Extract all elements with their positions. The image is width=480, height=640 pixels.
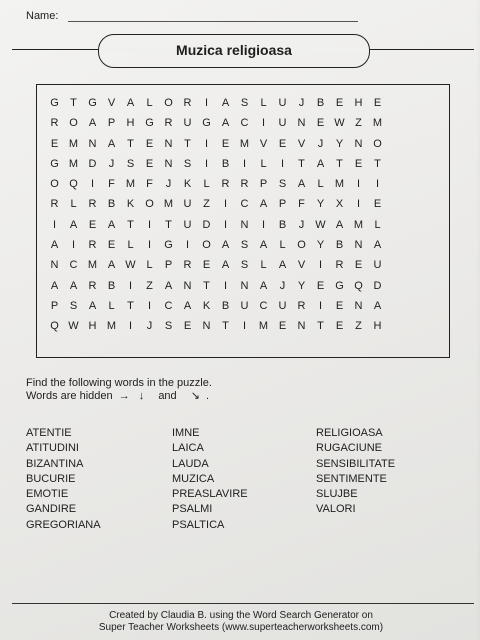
grid-letter: N [183,279,192,292]
grid-letter: L [279,239,286,252]
grid-letter: U [183,198,192,211]
grid-letter: A [316,157,325,170]
grid-letter: I [147,299,152,312]
grid-letter: R [88,279,97,292]
grid-letter: L [317,178,324,191]
grid-letter: Z [355,117,362,130]
grid-letter: A [88,299,97,312]
grid-row [45,316,387,336]
grid-letter: A [164,279,173,292]
grid-letter: A [221,117,230,130]
grid-letter: Y [316,239,325,252]
grid-letter: N [50,259,59,272]
instructions [26,377,212,403]
grid-letter: I [356,198,361,211]
grid-letter: O [297,239,306,252]
grid-letter: L [146,259,153,272]
grid-letter: H [354,97,363,109]
grid-letter: A [335,218,344,231]
grid-letter: J [298,218,305,231]
grid-letter: A [50,239,59,252]
grid-letter: E [373,198,382,211]
grid-letter: A [88,117,97,130]
grid-letter: S [240,239,249,252]
grid-letter: C [259,299,268,312]
grid-letter: B [316,97,325,109]
grid-letter: T [127,137,134,150]
grid-letter: I [318,299,323,312]
grid-letter: O [202,239,211,252]
arrow-down-icon: ↓ [138,390,145,402]
grid-letter: N [240,218,249,231]
footer-line-2: Super Teacher Worksheets (www.superteacherworksheets.com) [98,622,384,633]
grid-letter: R [221,178,230,191]
grid-letter: R [335,259,344,272]
grid-letter: I [128,279,133,292]
grid-letter: E [316,117,325,130]
grid-letter: G [50,157,59,170]
grid-letter: T [374,157,381,170]
grid-letter: R [50,198,59,211]
grid-letter: I [261,117,266,130]
grid-letter: I [223,198,228,211]
grid-letter: E [335,320,344,333]
grid-letter: U [240,299,249,312]
grid-letter: N [164,137,173,150]
grid-letter: Y [316,198,325,211]
grid-letter: C [240,198,249,211]
footer-line-1: Created by Claudia B. using the Word Search Generator on [109,610,373,621]
grid-letter: T [298,157,305,170]
grid-letter: I [185,239,190,252]
name-label: Name: [26,10,59,22]
word-list-item: GANDIRE [26,503,77,516]
grid-letter: O [164,97,173,109]
grid-letter: A [69,279,78,292]
grid-letter: D [373,279,382,292]
grid-letter: N [354,299,363,312]
word-list-item: PSALTICA [172,518,225,531]
grid-letter: N [240,279,249,292]
grid-letter: P [259,178,268,191]
grid-letter: E [145,137,154,150]
grid-letter: T [203,279,210,292]
grid-letter: E [107,239,116,252]
grid-letter: E [354,157,363,170]
grid-letter: E [335,97,344,109]
grid-letter: T [165,218,172,231]
grid-letter: N [354,239,363,252]
grid-letter: A [126,97,135,109]
grid-letter: J [108,157,115,170]
footer [0,610,480,634]
grid-letter: M [68,157,79,170]
grid-letter: I [318,259,323,272]
footer-divider [12,603,474,604]
word-list-item: PREASLAVIRE [172,488,248,501]
grid-letter: M [239,137,250,150]
grid-letter: F [298,198,305,211]
grid-letter: J [165,178,172,191]
grid-letter: Q [354,279,363,292]
grid-letter: G [164,239,173,252]
grid-letter: I [242,320,247,333]
grid-letter: B [335,239,344,252]
grid-letter: I [71,239,76,252]
grid-letter: A [221,239,230,252]
grid-letter: T [184,137,191,150]
grid-letter: V [297,137,306,150]
word-list-item: RELIGIOASA [316,427,383,439]
name-field [26,10,356,26]
grid-letter: E [88,218,97,231]
grid-row [45,93,387,113]
grid-letter: N [297,320,306,333]
grid-letter: W [315,218,326,231]
grid-letter: M [334,178,345,191]
instructions-line-1: Find the following words in the puzzle. [26,377,212,389]
title-banner [98,34,370,68]
grid-letter: S [126,157,135,170]
grid-letter: B [107,279,116,292]
word-search-grid [45,93,387,337]
grid-letter: G [145,117,154,130]
word-list-item: SENSIBILITATE [316,457,396,470]
grid-letter: X [335,198,344,211]
grid-letter: O [69,117,78,130]
grid-letter: M [106,320,117,333]
grid-letter: G [88,97,97,109]
grid-letter: L [70,198,77,211]
grid-letter: A [278,259,287,272]
grid-letter: S [69,299,78,312]
grid-letter: A [373,299,382,312]
word-list-column-2 [172,426,248,533]
instructions-line-2 [26,390,212,403]
grid-letter: E [202,259,211,272]
grid-letter: L [146,97,153,109]
grid-letter: T [317,320,324,333]
grid-letter: U [278,117,287,130]
grid-letter: A [183,299,192,312]
grid-letter: H [373,320,382,333]
grid-letter: I [52,218,57,231]
grid-letter: N [354,137,363,150]
grid-letter: M [353,218,364,231]
grid-letter: A [50,279,59,292]
grid-row [45,174,387,194]
grid-letter: A [297,178,306,191]
grid-letter: T [336,157,343,170]
grid-letter: Q [69,178,78,191]
grid-letter: E [316,279,325,292]
grid-row [45,113,387,133]
grid-letter: N [164,157,173,170]
grid-letter: J [279,279,286,292]
grid-letter: L [260,157,267,170]
grid-letter: G [335,279,344,292]
page-title: Muzica religioasa [176,42,292,58]
grid-letter: M [258,320,269,333]
grid-letter: P [50,299,59,312]
grid-letter: S [164,320,173,333]
grid-letter: N [88,137,97,150]
grid-letter: J [317,137,324,150]
grid-letter: J [146,320,153,333]
grid-letter: I [242,157,247,170]
grid-row [45,255,387,275]
grid-letter: I [90,178,95,191]
grid-letter: Z [203,198,210,211]
grid-letter: I [356,178,361,191]
grid-letter: E [50,137,59,150]
arrow-right-icon: → [118,390,130,402]
grid-letter: A [259,239,268,252]
arrow-diagonal-icon: ↘ [190,390,200,402]
grid-letter: W [68,320,79,333]
grid-letter: R [164,117,173,130]
grid-letter: E [183,320,192,333]
grid-letter: V [107,97,116,109]
grid-letter: N [202,320,211,333]
grid-letter: V [259,137,268,150]
grid-letter: Z [146,279,153,292]
grid-row [45,215,387,235]
grid-letter: P [107,117,116,130]
grid-letter: H [88,320,97,333]
grid-letter: K [183,178,192,191]
grid-letter: A [259,279,268,292]
grid-letter: M [125,178,136,191]
grid-letter: R [240,178,249,191]
grid-row [45,235,387,255]
page-shadow [476,0,480,640]
word-list-item: LAUDA [172,457,209,470]
grid-letter: R [183,259,192,272]
grid-letter: M [68,137,79,150]
word-search-grid-box [36,84,450,358]
grid-letter: S [183,157,192,170]
grid-letter: T [222,320,229,333]
word-list-item: GREGORIANA [26,518,101,531]
grid-letter: U [183,218,192,231]
grid-letter: E [335,299,344,312]
grid-letter: P [278,198,287,211]
grid-letter: F [108,178,115,191]
grid-letter: E [354,259,363,272]
grid-letter: G [202,117,211,130]
grid-letter: U [278,299,287,312]
grid-letter: A [373,239,382,252]
grid-letter: T [127,299,134,312]
grid-letter: U [278,97,287,109]
grid-letter: K [126,198,135,211]
grid-letter: I [147,218,152,231]
grid-letter: F [146,178,153,191]
grid-letter: R [88,239,97,252]
grid-letter: I [280,157,285,170]
grid-letter: I [147,239,152,252]
grid-letter: J [298,97,305,109]
grid-letter: U [373,259,382,272]
grid-letter: T [70,97,77,109]
grid-letter: B [221,299,230,312]
grid-letter: R [183,97,192,109]
grid-letter: A [221,259,230,272]
grid-row [45,276,387,296]
grid-letter: O [145,198,154,211]
grid-letter: Z [355,320,362,333]
grid-letter: K [202,299,211,312]
grid-letter: I [261,218,266,231]
grid-letter: E [278,320,287,333]
word-list-column-3 [316,426,395,518]
instructions-end: . [206,390,210,402]
word-list-item: ATENTIE [26,427,72,439]
grid-row [45,134,387,154]
grid-letter: I [375,178,380,191]
grid-letter: W [125,259,136,272]
grid-letter: D [88,157,97,170]
grid-letter: S [240,259,249,272]
grid-letter: I [204,137,209,150]
grid-row [45,154,387,174]
grid-letter: A [107,137,116,150]
grid-letter: E [278,137,287,150]
grid-letter: L [260,97,267,109]
grid-letter: B [107,198,116,211]
grid-letter: I [128,320,133,333]
word-list-column-1 [26,426,101,533]
grid-letter: P [164,259,173,272]
grid-letter: R [88,198,97,211]
grid-letter: E [373,97,382,109]
grid-letter: O [373,137,382,150]
grid-letter: A [259,198,268,211]
word-list-item: IMNE [172,427,200,439]
name-line [68,21,358,22]
grid-letter: R [297,299,306,312]
word-list-item: ATITUDINI [26,442,79,455]
grid-letter: U [183,117,192,130]
grid-letter: Y [297,279,306,292]
grid-letter: W [334,117,345,130]
instructions-and: and [158,390,177,402]
grid-letter: I [223,279,228,292]
grid-letter: T [127,218,134,231]
grid-letter: S [240,97,249,109]
grid-letter: R [50,117,59,130]
grid-letter: I [223,218,228,231]
grid-letter: C [240,117,249,130]
grid-letter: A [69,218,78,231]
grid-letter: A [107,259,116,272]
grid-letter: E [145,157,154,170]
word-list-item: PSALMI [172,503,213,516]
grid-letter: L [374,218,381,231]
grid-letter: I [204,97,209,109]
grid-letter: A [221,97,230,109]
grid-letter: M [372,117,383,130]
grid-letter: B [278,218,287,231]
grid-letter: L [108,299,115,312]
word-list-item: SENTIMENTE [316,472,387,485]
grid-letter: G [50,97,59,109]
instructions-prefix: Words are hidden [26,390,113,402]
grid-letter: C [69,259,78,272]
grid-letter: L [203,178,210,191]
word-list-item: EMOTIE [26,488,69,501]
grid-letter: H [126,117,135,130]
word-list-item: RUGACIUNE [316,442,383,455]
grid-letter: S [278,178,287,191]
grid-letter: I [204,157,209,170]
word-list-item: LAICA [172,442,204,455]
grid-letter: D [202,218,211,231]
word-list-item: VALORI [316,503,356,516]
grid-letter: V [297,259,306,272]
word-list-item: MUZICA [172,472,215,485]
grid-letter: C [164,299,173,312]
grid-row [45,194,387,214]
grid-letter: M [87,259,98,272]
word-list-item: SLUJBE [316,488,358,501]
grid-row [45,296,387,316]
grid-letter: O [50,178,59,191]
grid-letter: M [163,198,174,211]
word-list-item: BUCURIE [26,472,76,485]
grid-letter: B [221,157,230,170]
grid-letter: L [260,259,267,272]
grid-letter: N [297,117,306,130]
grid-letter: L [127,239,134,252]
word-list-item: BIZANTINA [26,457,84,470]
grid-letter: A [107,218,116,231]
grid-letter: Q [50,320,59,333]
grid-letter: Y [335,137,344,150]
grid-letter: E [221,137,230,150]
